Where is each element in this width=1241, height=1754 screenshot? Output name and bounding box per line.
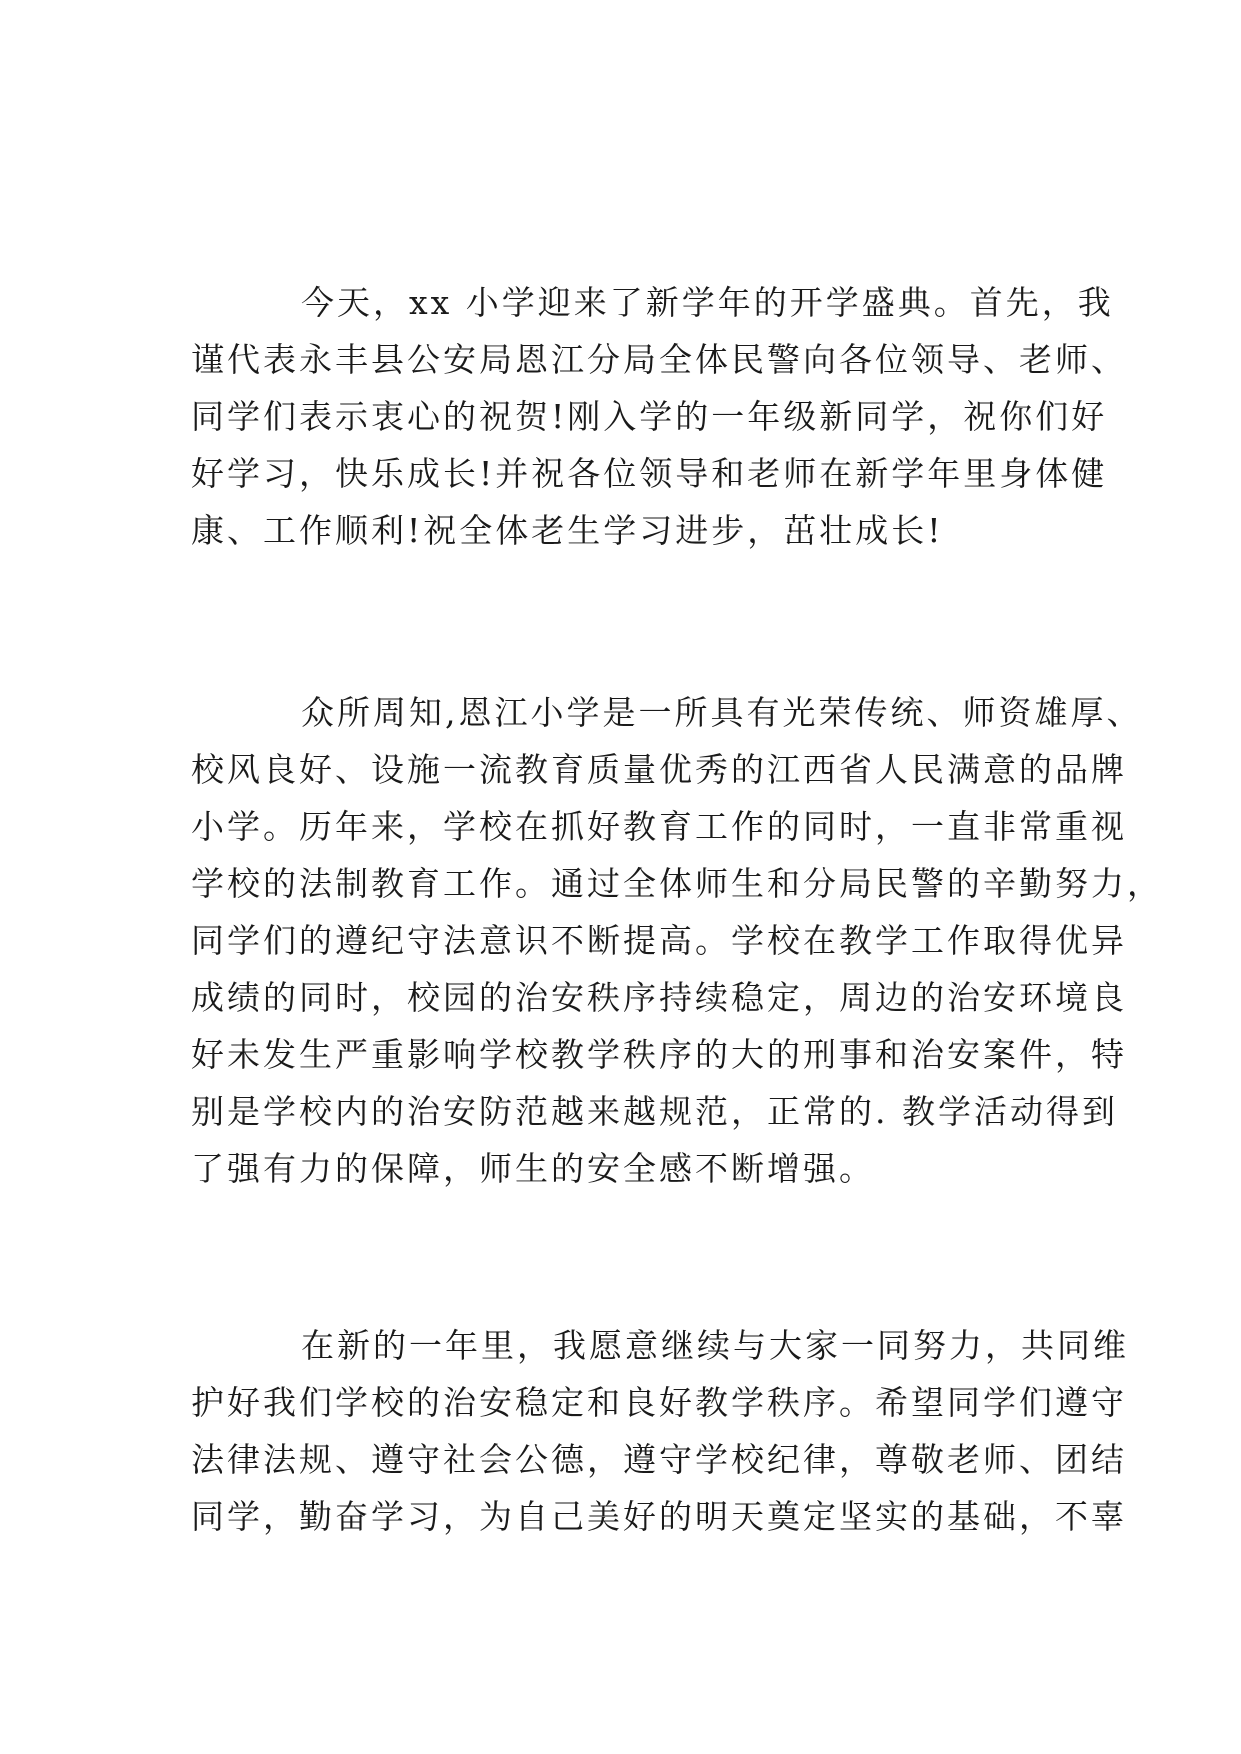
paragraph-line: 学校的法制教育工作。通过全体师生和分局民警的辛勤努力， bbox=[191, 864, 1163, 903]
paragraph-line: 校风良好、设施一流教育质量优秀的江西省人民满意的品牌 bbox=[191, 750, 1127, 789]
paragraph-line: 成绩的同时，校园的治安秩序持续稳定，周边的治安环境良 bbox=[191, 978, 1127, 1017]
paragraph-line: 好未发生严重影响学校教学秩序的大的刑事和治安案件，特 bbox=[191, 1035, 1127, 1074]
paragraph-line: 了强有力的保障，师生的安全感不断增强。 bbox=[191, 1149, 875, 1188]
paragraph-line: 同学，勤奋学习，为自己美好的明天奠定坚实的基础，不辜 bbox=[191, 1497, 1127, 1536]
paragraph-line: 在新的一年里，我愿意继续与大家一同努力，共同维 bbox=[301, 1326, 1129, 1365]
paragraph-school-achievements bbox=[191, 684, 1163, 1197]
paragraph-line: 众所周知,恩江小学是一所具有光荣传统、师资雄厚、 bbox=[301, 693, 1143, 732]
paragraph-line: 小学。历年来，学校在抓好教育工作的同时，一直非常重视 bbox=[191, 807, 1127, 846]
paragraph-line: 谨代表永丰县公安局恩江分局全体民警向各位领导、老师、 bbox=[191, 340, 1127, 379]
paragraph-new-year-hopes bbox=[191, 1317, 1129, 1545]
paragraph-line: 同学们表示衷心的祝贺!刚入学的一年级新同学，祝你们好 bbox=[191, 397, 1108, 436]
paragraph-line: 康、工作顺利!祝全体老生学习进步，茁壮成长! bbox=[191, 511, 944, 550]
paragraph-line: 今天，xx 小学迎来了新学年的开学盛典。首先，我 bbox=[301, 283, 1114, 322]
paragraph-line: 法律法规、遵守社会公德，遵守学校纪律，尊敬老师、团结 bbox=[191, 1440, 1127, 1479]
paragraph-line: 别是学校内的治安防范越来越规范，正常的. 教学活动得到 bbox=[191, 1092, 1118, 1131]
paragraph-line: 同学们的遵纪守法意识不断提高。学校在教学工作取得优异 bbox=[191, 921, 1127, 960]
paragraph-line: 护好我们学校的治安稳定和良好教学秩序。希望同学们遵守 bbox=[191, 1383, 1127, 1422]
paragraph-line: 好学习，快乐成长!并祝各位领导和老师在新学年里身体健 bbox=[191, 454, 1108, 493]
paragraph-opening-greeting bbox=[191, 274, 1127, 559]
